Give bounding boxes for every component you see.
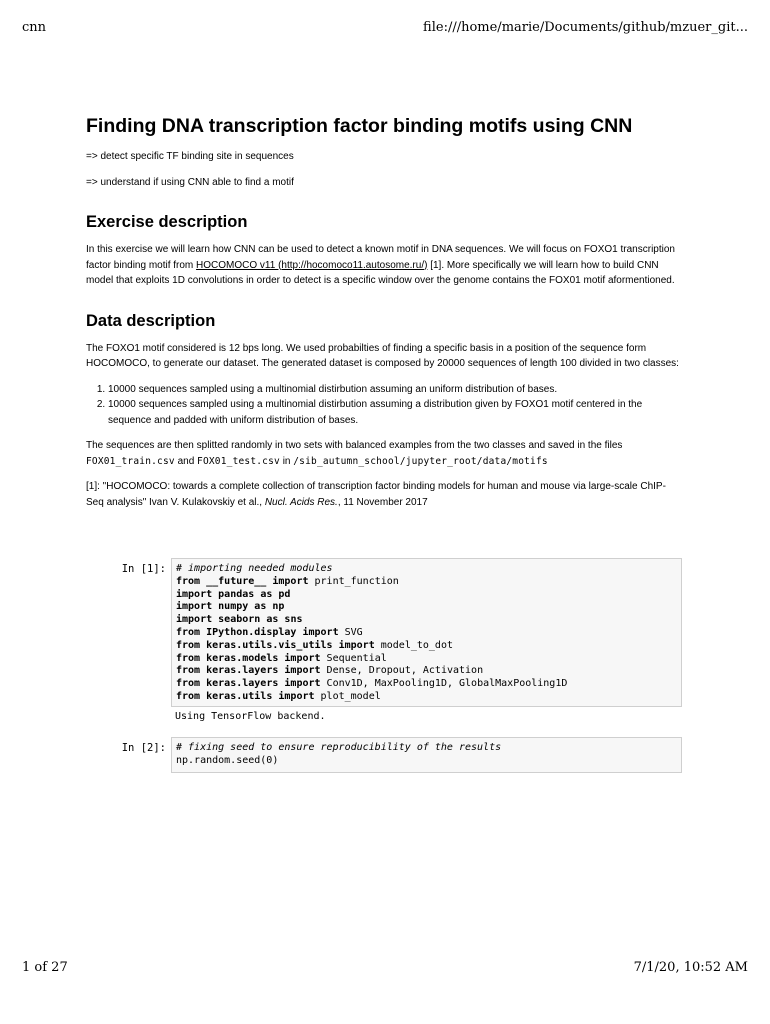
test-file-name: FOX01_test.csv xyxy=(197,455,280,467)
list-item: 1. 10000 sequences sampled using a multinomial distirbution assuming an uniform distribution of bases. xyxy=(108,382,680,398)
code-line xyxy=(176,691,678,704)
code-token: plot_model xyxy=(314,690,381,702)
code-token: np xyxy=(272,601,285,613)
code-input[interactable] xyxy=(171,558,682,707)
intro-line-2: => understand if using CNN able to find a motif xyxy=(86,177,294,188)
code-token: as xyxy=(254,601,267,613)
code-token: import xyxy=(176,588,213,600)
code-token: np.random.seed(0) xyxy=(176,754,279,766)
code-token: import xyxy=(284,678,321,690)
code-token: as xyxy=(266,614,279,626)
code-line xyxy=(176,563,678,576)
code-token: import xyxy=(272,575,309,587)
data-paragraph: The FOXO1 motif considered is 12 bps long. We used probabilties of finding a specific basis in a position of the sequence form HOCOMOCO, to generate our dataset. The generated dataset is composed by 20000 sequences of length 100 divided in two classes: xyxy=(86,342,679,369)
code-token: from xyxy=(176,665,201,677)
code-token: keras.layers xyxy=(206,665,279,677)
page-header-file-path: file:///home/marie/Documents/github/mzuer_git... xyxy=(423,20,748,35)
code-token: import xyxy=(338,639,375,651)
code-token: keras.utils.vis_utils xyxy=(206,639,333,651)
page-number: 1 of 27 xyxy=(22,960,68,975)
code-token: model_to_dot xyxy=(374,639,453,651)
code-line xyxy=(176,589,678,602)
exercise-paragraph xyxy=(86,242,680,289)
code-line xyxy=(176,601,678,614)
code-token: import xyxy=(176,614,213,626)
exercise-heading: Exercise description xyxy=(86,213,248,231)
code-token: import xyxy=(284,652,321,664)
code-token: from xyxy=(176,626,201,638)
code-line xyxy=(176,627,678,640)
code-line xyxy=(176,653,678,666)
ref-text-b: , 11 November 2017 xyxy=(337,496,428,508)
code-line xyxy=(176,665,678,678)
code-token: Dense, Dropout, Activation xyxy=(320,665,484,677)
hocomoco-link[interactable]: HOCOMOCO v11 (http://hocomoco11.autosome.ru/) xyxy=(196,259,428,271)
code-token: seaborn xyxy=(218,614,261,626)
code-input[interactable] xyxy=(171,737,682,773)
intro-line-1: => detect specific TF binding site in sequences xyxy=(86,151,294,162)
code-token: from xyxy=(176,678,201,690)
ref-journal: Nucl. Acids Res. xyxy=(264,496,338,508)
exercise-text-a: In this exercise we will learn how CNN can be used to detect a known motif in DNA sequences. We will focus on FOXO1 transcription factor binding motif from xyxy=(86,244,675,271)
code-token: import xyxy=(284,665,321,677)
code-token: pd xyxy=(278,588,291,600)
code-token: # importing needed modules xyxy=(176,563,333,574)
code-token: keras.models xyxy=(206,652,279,664)
code-token: Sequential xyxy=(320,652,387,664)
code-token: print_function xyxy=(308,575,399,587)
code-token: from xyxy=(176,690,201,702)
code-line xyxy=(176,614,678,627)
data-heading: Data description xyxy=(86,311,216,330)
code-token: from xyxy=(176,639,201,651)
code-token: # fixing seed to ensure reproducibility of the results xyxy=(176,742,502,753)
split-paragraph xyxy=(86,438,680,469)
classes-list xyxy=(86,382,680,429)
code-token: from xyxy=(176,652,201,664)
cell-prompt: In [2]: xyxy=(121,742,166,754)
notebook-content xyxy=(86,116,680,520)
code-line xyxy=(176,678,678,691)
code-token: sns xyxy=(284,614,303,626)
code-token: import xyxy=(302,626,339,638)
code-line xyxy=(176,755,678,768)
reference-paragraph xyxy=(86,479,680,510)
and-word: and xyxy=(174,455,198,467)
print-datetime: 7/1/20, 10:52 AM xyxy=(633,960,748,975)
data-dir-path: /sib_autumn_school/jupyter_root/data/motifs xyxy=(293,455,548,467)
train-file-name: FOX01_train.csv xyxy=(86,455,175,467)
code-line xyxy=(176,742,678,755)
code-token: as xyxy=(260,588,273,600)
exercise-text-b: [1]. More specifically we will learn how to build CNN model that exploits 1D convolutions in order to detect is a specific window over the genome contains the FOX01 motif aformentioned. xyxy=(86,259,675,286)
code-token: numpy xyxy=(218,601,249,613)
code-token: from xyxy=(176,575,201,587)
page-title: Finding DNA transcription factor binding motifs using CNN xyxy=(86,115,633,137)
code-token: keras.utils xyxy=(206,690,273,702)
code-token: import xyxy=(278,690,315,702)
cell-prompt: In [1]: xyxy=(121,563,166,575)
code-line xyxy=(176,640,678,653)
code-token: __future__ xyxy=(206,575,267,587)
in-word: in xyxy=(279,455,294,467)
code-token: SVG xyxy=(338,626,363,638)
list-item: 2. 10000 sequences sampled using a multinomial distirbution assuming a distribution given by FOXO1 motif centered in the sequence and padded with uniform distribution of bases. xyxy=(108,397,680,428)
code-token: Conv1D, MaxPooling1D, GlobalMaxPooling1D xyxy=(320,678,568,690)
code-token: IPython.display xyxy=(206,626,297,638)
ref-text-a: [1]: "HOCOMOCO: towards a complete collection of transcription factor binding models for human and mouse via large-scale ChIP-Seq analysis" Ivan V. Kulakovskiy et al., xyxy=(86,481,666,508)
code-line xyxy=(176,576,678,589)
code-token: keras.layers xyxy=(206,678,279,690)
code-token: pandas xyxy=(218,588,255,600)
code-token: import xyxy=(176,601,213,613)
page-header-title: cnn xyxy=(22,20,47,35)
split-text-a: The sequences are then splitted randomly in two sets with balanced examples from the two classes and saved in the files xyxy=(86,440,623,451)
cell-output: Using TensorFlow backend. xyxy=(175,711,326,722)
